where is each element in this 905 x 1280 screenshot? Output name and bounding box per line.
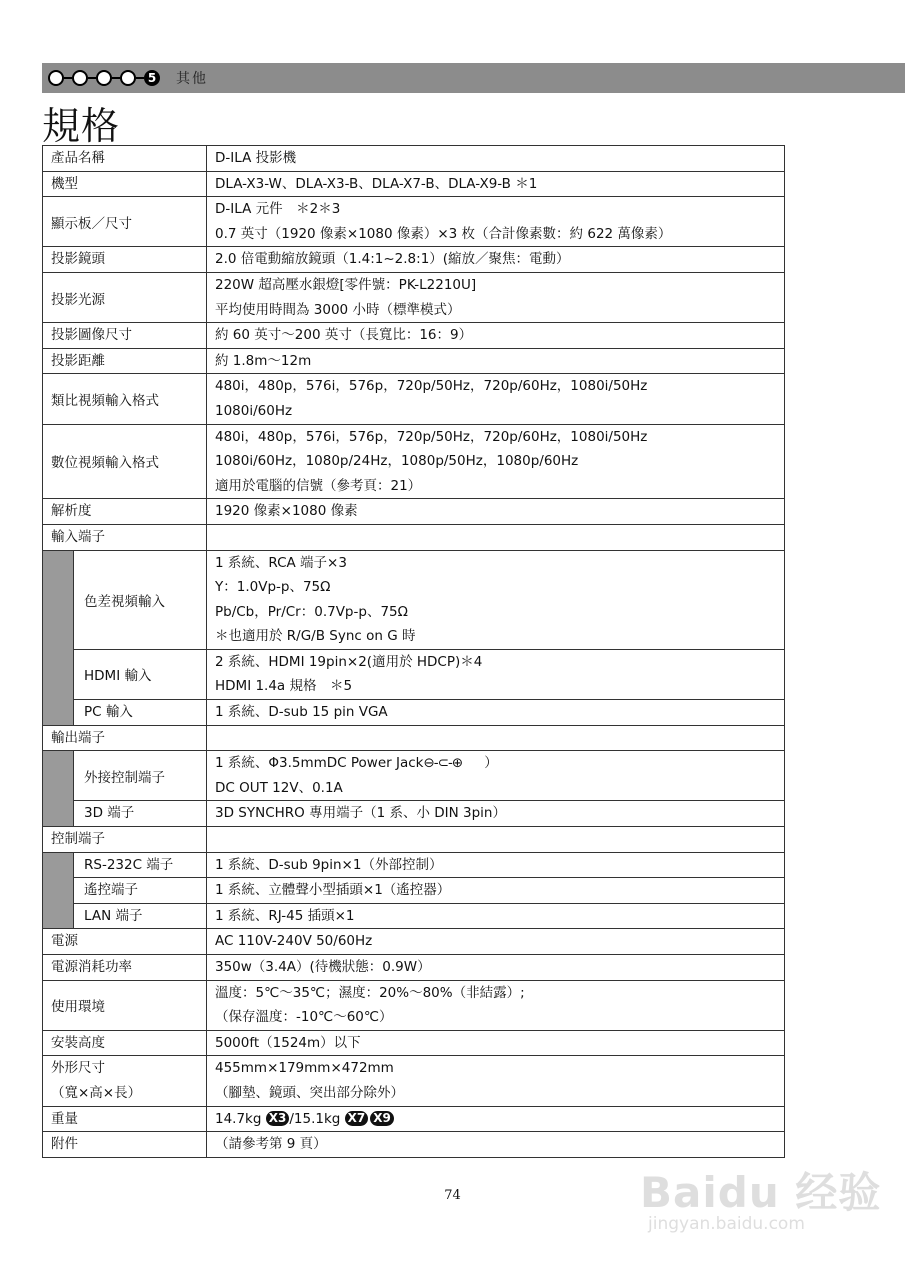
row-label: 電源 (51, 933, 78, 950)
table-row (43, 801, 785, 827)
row-label: 投影鏡頭 (51, 251, 105, 268)
row-value-line: DC OUT 12V、0.1A (215, 779, 343, 796)
spec-table (42, 145, 785, 1158)
table-row (43, 323, 785, 349)
row-value-line: 1080i/60Hz，1080p/24Hz，1080p/50Hz，1080p/60Hz (215, 453, 579, 470)
table-row (43, 272, 785, 322)
row-value-line: 1 系統、RCA 端子×3 (215, 554, 347, 571)
row-value-line: 455mm×179mm×472mm (215, 1060, 394, 1077)
row-value: 約 1.8m～12m (215, 352, 312, 369)
row-value-line: 480i，480p，576i，576p，720p/50Hz，720p/60Hz，1080i/50Hz (215, 428, 648, 445)
table-row (43, 374, 785, 424)
row-value: 約 60 英寸～200 英寸（長寬比：16：9） (215, 327, 473, 344)
row-value-line: 1080i/60Hz (215, 402, 293, 419)
table-row (43, 955, 785, 981)
row-label: 外形尺寸 (51, 1060, 105, 1077)
row-value-line: Y：1.0Vp-p、75Ω (215, 579, 331, 596)
row-label: 投影圖像尺寸 (51, 327, 132, 344)
table-row (43, 424, 785, 499)
row-label: 解析度 (51, 503, 92, 520)
row-label: 顯示板／尺寸 (51, 215, 132, 232)
table-row (43, 1132, 785, 1158)
row-value: 1 系統、立體聲小型插頭×1（遙控器） (215, 882, 451, 899)
page-title: 規格 (42, 104, 121, 148)
step-circle-active: 5 (144, 70, 160, 86)
row-value-line: 平均使用時間為 3000 小時（標準模式） (215, 301, 461, 318)
row-label: 色差視頻輸入 (84, 593, 165, 610)
table-row (43, 499, 785, 525)
table-row (43, 700, 785, 726)
table-row (43, 1056, 785, 1106)
row-value-line: 0.7 英寸（1920 像素×1080 像素）×3 枚（合計像素數：約 622 萬像素） (215, 225, 672, 242)
row-label: 遙控端子 (84, 882, 138, 899)
group-label: 控制端子 (51, 831, 105, 848)
table-row (43, 929, 785, 955)
polarity-icon: ⊖-⊂-⊕ (423, 755, 463, 772)
row-label: 3D 端子 (84, 805, 135, 822)
row-label: 機型 (51, 175, 78, 192)
step-circle (48, 70, 64, 86)
row-label: （寬×高×長） (51, 1084, 142, 1101)
row-value (215, 1107, 784, 1132)
model-badge: X7 (345, 1111, 369, 1126)
table-row (43, 827, 785, 853)
row-value: D-ILA 投影機 (215, 150, 297, 166)
row-label: 投影光源 (51, 291, 105, 308)
row-value: 1 系統、D-sub 15 pin VGA (215, 704, 388, 721)
group-label: 輸出端子 (51, 729, 105, 746)
row-value: 1920 像素×1080 像素 (215, 503, 358, 520)
row-value-line: D-ILA 元件 ＊2＊3 (215, 201, 341, 218)
row-label: RS-232C 端子 (84, 856, 174, 873)
ext-power-jack-end: ） (484, 755, 498, 772)
row-label: PC 輸入 (84, 704, 133, 721)
table-row (43, 725, 785, 751)
step-connector (136, 77, 144, 79)
row-label: 產品名稱 (51, 150, 105, 166)
table-row (43, 197, 785, 247)
row-label: 附件 (51, 1136, 78, 1153)
watermark-logo: Baidu 经验 (640, 1168, 882, 1217)
row-label: LAN 端子 (84, 907, 143, 924)
table-row (43, 1030, 785, 1056)
row-value-line: 480i，480p，576i，576p，720p/50Hz，720p/60Hz，1080i/50Hz (215, 378, 648, 395)
row-value-line: 溫度：5℃～35℃；濕度：20%～80%（非結露）; (215, 984, 525, 1001)
section-label: 其他 (176, 71, 208, 87)
row-label: 數位視頻輸入格式 (51, 455, 159, 472)
table-row (43, 171, 785, 197)
row-value: DLA-X3-W、DLA-X3-B、DLA-X7-B、DLA-X9-B ＊1 (215, 175, 538, 192)
row-value: 3D SYNCHRO 專用端子（1 系、小 DIN 3pin） (215, 805, 506, 822)
row-value: 5000ft（1524m）以下 (215, 1034, 361, 1051)
table-row (43, 524, 785, 550)
row-label: 使用環境 (51, 999, 105, 1016)
row-value: AC 110V-240V 50/60Hz (215, 933, 373, 950)
row-value-line: （保存溫度：-10℃～60℃） (215, 1009, 393, 1026)
table-row (43, 247, 785, 273)
row-label: 類比視頻輸入格式 (51, 392, 159, 409)
weight-value-x7-x9: /15.1kg (289, 1110, 341, 1127)
table-row (43, 852, 785, 878)
row-value-line: ＊也適用於 R/G/B Sync on G 時 (215, 628, 416, 645)
row-value-line: （腳墊、鏡頭、突出部分除外） (215, 1084, 404, 1101)
row-value: 2.0 倍電動縮放鏡頭（1.4:1~2.8:1）(縮放／聚焦：電動） (215, 251, 570, 268)
row-label: 重量 (51, 1110, 78, 1127)
table-row (43, 1106, 785, 1132)
step-circle (72, 70, 88, 86)
table-row (43, 751, 785, 801)
step-circle (96, 70, 112, 86)
row-value-line: 2 系統、HDMI 19pin×2(適用於 HDCP)＊4 (215, 653, 483, 670)
row-label: 安裝高度 (51, 1034, 105, 1051)
step-circle (120, 70, 136, 86)
row-label: 外接控制端子 (84, 769, 165, 786)
row-label: 電源消耗功率 (51, 959, 132, 975)
watermark (640, 1160, 881, 1234)
model-badge: X9 (370, 1111, 394, 1126)
row-value-line: 適用於電腦的信號（參考頁：21） (215, 477, 422, 494)
group-indent (43, 751, 74, 827)
table-row (43, 878, 785, 904)
group-label: 輸入端子 (51, 528, 105, 545)
row-value: （請參考第 9 頁） (215, 1136, 327, 1153)
table-row (43, 649, 785, 699)
step-indicator (48, 67, 208, 89)
model-badge: X3 (266, 1111, 290, 1126)
watermark-url: jingyan.baidu.com (648, 1214, 805, 1234)
row-value-line: Pb/Cb，Pr/Cr：0.7Vp-p、75Ω (215, 603, 408, 620)
row-value-line: HDMI 1.4a 規格 ＊5 (215, 678, 353, 695)
step-connector (112, 77, 120, 79)
table-row (43, 348, 785, 374)
page-number: 74 (444, 1188, 461, 1203)
row-value: 1 系統、D-sub 9pin×1（外部控制） (215, 856, 443, 873)
row-value: 350w（3.4A）(待機狀態：0.9W） (215, 959, 431, 975)
row-label: 投影距離 (51, 352, 105, 369)
table-row (43, 550, 785, 649)
row-label: HDMI 輸入 (84, 668, 152, 685)
step-connector (88, 77, 96, 79)
row-value: 1 系統、RJ-45 插頭×1 (215, 907, 355, 924)
table-row (43, 980, 785, 1030)
group-indent (43, 852, 74, 929)
table-row (43, 903, 785, 929)
group-indent (43, 550, 74, 725)
table-row (43, 146, 785, 172)
row-value-line: 220W 超高壓水銀燈[零件號：PK-L2210U] (215, 276, 477, 293)
ext-power-jack-text: 1 系統、Φ3.5mmDC Power Jack (215, 755, 424, 772)
step-connector (64, 77, 72, 79)
row-value-line (215, 751, 784, 776)
weight-value-x3: 14.7kg (215, 1110, 262, 1127)
